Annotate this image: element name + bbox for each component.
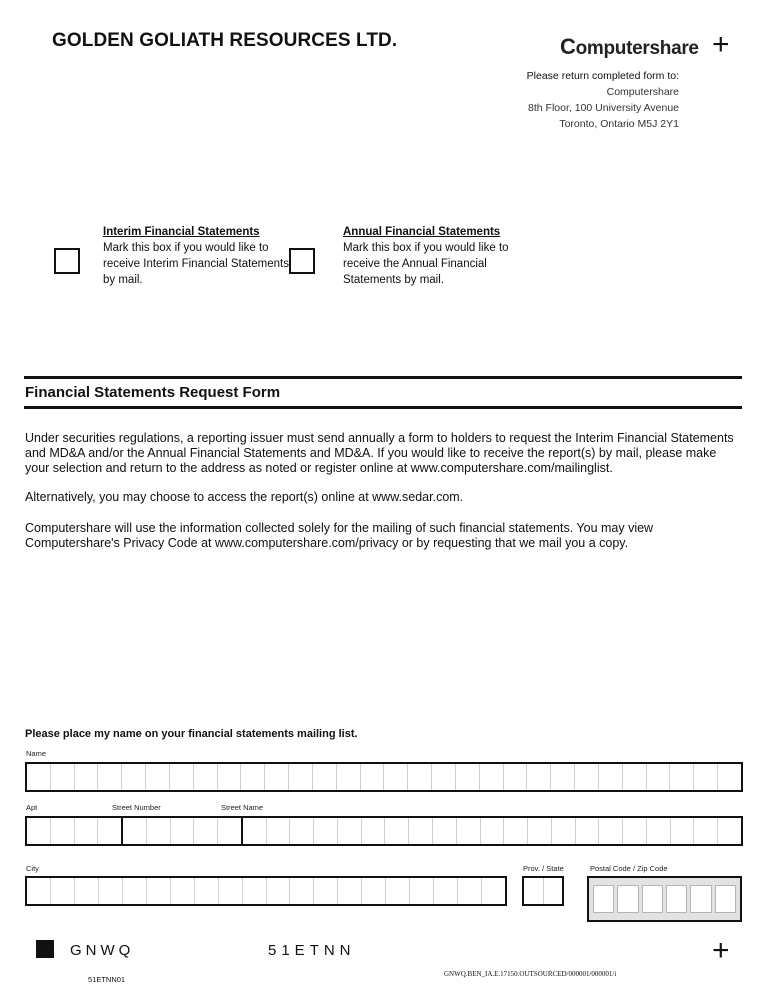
character-cell[interactable] <box>98 818 123 844</box>
interim-statements-checkbox[interactable] <box>54 248 80 274</box>
character-cell[interactable] <box>623 764 647 790</box>
character-cell[interactable] <box>361 764 385 790</box>
regulations-paragraph: Under securities regulations, a reporting issuer must send annually a form to holders to request the Interim Financial Statements and MD&A and/or the Annual Financial Statements and MD&A. If you would like to receive the report(s) by mail, please make your selection and return to the address as noted or register online at www.computershare.com/mailinglist. <box>25 431 734 475</box>
character-cell[interactable] <box>408 764 432 790</box>
character-cell[interactable] <box>123 818 147 844</box>
return-address <box>500 68 679 132</box>
character-cell[interactable] <box>694 764 718 790</box>
character-cell[interactable] <box>267 878 291 904</box>
character-cell[interactable] <box>194 818 218 844</box>
character-cell[interactable] <box>219 878 243 904</box>
character-cell[interactable] <box>410 878 434 904</box>
name-label: Name <box>26 749 47 758</box>
character-cell[interactable] <box>647 764 671 790</box>
address-field[interactable] <box>25 816 743 846</box>
character-cell[interactable] <box>504 764 528 790</box>
street-number-label: Street Number <box>112 803 161 812</box>
character-cell[interactable] <box>456 764 480 790</box>
character-cell[interactable] <box>289 764 313 790</box>
name-field[interactable] <box>25 762 743 792</box>
postal-character-cell[interactable] <box>666 885 687 913</box>
character-cell[interactable] <box>670 764 694 790</box>
city-label: City <box>26 864 39 873</box>
character-cell[interactable] <box>314 878 338 904</box>
character-cell[interactable] <box>243 818 267 844</box>
character-cell[interactable] <box>218 764 242 790</box>
character-cell[interactable] <box>27 878 51 904</box>
character-cell[interactable] <box>123 878 147 904</box>
character-cell[interactable] <box>544 878 563 904</box>
return-address-lead: Please return completed form to: <box>526 70 679 82</box>
batch-reference: GNWQ.BEN_IA.E.17150.OUTSOURCED/000001/000001/i <box>444 970 617 978</box>
character-cell[interactable] <box>267 818 291 844</box>
postal-character-cell[interactable] <box>715 885 736 913</box>
character-cell[interactable] <box>27 764 51 790</box>
character-cell[interactable] <box>241 764 265 790</box>
sedar-paragraph: Alternatively, you may choose to access the report(s) online at www.sedar.com. <box>25 490 464 504</box>
postal-character-cell[interactable] <box>593 885 614 913</box>
character-cell[interactable] <box>243 878 267 904</box>
character-cell[interactable] <box>98 764 122 790</box>
character-cell[interactable] <box>171 818 195 844</box>
character-cell[interactable] <box>433 818 457 844</box>
character-cell[interactable] <box>75 818 99 844</box>
character-cell[interactable] <box>504 818 528 844</box>
postal-character-cell[interactable] <box>690 885 711 913</box>
logo-text: omputershare <box>575 38 699 59</box>
character-cell[interactable] <box>718 764 741 790</box>
postal-code-label: Postal Code / Zip Code <box>590 864 668 873</box>
postal-code-field[interactable] <box>587 876 742 922</box>
character-cell[interactable] <box>337 764 361 790</box>
postal-character-cell[interactable] <box>642 885 663 913</box>
character-cell[interactable] <box>170 764 194 790</box>
character-cell[interactable] <box>528 818 552 844</box>
registration-plus-icon: + <box>712 934 730 967</box>
character-cell[interactable] <box>51 878 75 904</box>
character-cell[interactable] <box>647 818 671 844</box>
annual-statements-text: Mark this box if you would like to receive the Annual Financial Statements by mail. <box>343 242 509 286</box>
character-cell[interactable] <box>75 878 99 904</box>
character-cell[interactable] <box>314 818 338 844</box>
interim-statements-option <box>103 224 293 288</box>
character-cell[interactable] <box>195 878 219 904</box>
registration-plus-icon: + <box>712 28 730 61</box>
annual-statements-checkbox[interactable] <box>289 248 315 274</box>
character-cell[interactable] <box>147 818 171 844</box>
postal-character-cell[interactable] <box>617 885 638 913</box>
return-address-line: Computershare <box>606 86 679 98</box>
character-cell[interactable] <box>75 764 99 790</box>
character-cell[interactable] <box>434 878 458 904</box>
form-id: 51ETNN01 <box>88 975 126 984</box>
city-field[interactable] <box>25 876 507 906</box>
character-cell[interactable] <box>122 764 146 790</box>
character-cell[interactable] <box>694 818 718 844</box>
character-cell[interactable] <box>527 764 551 790</box>
interim-statements-text: Mark this box if you would like to receive Interim Financial Statements by mail. <box>103 242 289 286</box>
character-cell[interactable] <box>194 764 218 790</box>
company-name: GOLDEN GOLIATH RESOURCES LTD. <box>52 30 398 51</box>
character-cell[interactable] <box>623 818 647 844</box>
character-cell[interactable] <box>482 878 505 904</box>
character-cell[interactable] <box>218 818 243 844</box>
logo-mark: C <box>560 34 576 59</box>
character-cell[interactable] <box>575 764 599 790</box>
interim-statements-heading: Interim Financial Statements <box>103 226 260 238</box>
character-cell[interactable] <box>457 818 481 844</box>
character-cell[interactable] <box>599 818 623 844</box>
character-cell[interactable] <box>481 818 505 844</box>
section-divider-top <box>24 376 742 379</box>
character-cell[interactable] <box>362 818 386 844</box>
character-cell[interactable] <box>146 764 170 790</box>
character-cell[interactable] <box>524 878 544 904</box>
character-cell[interactable] <box>313 764 337 790</box>
character-cell[interactable] <box>551 764 575 790</box>
mailing-list-title: Please place my name on your financial statements mailing list. <box>25 728 358 740</box>
character-cell[interactable] <box>384 764 408 790</box>
character-cell[interactable] <box>671 818 695 844</box>
character-cell[interactable] <box>576 818 600 844</box>
return-address-line: 8th Floor, 100 University Avenue <box>528 102 679 114</box>
character-cell[interactable] <box>99 878 123 904</box>
privacy-paragraph: Computershare will use the information collected solely for the mailing of such financial statements. You may view Computershare's Privacy Code at www.computershare.com/privacy or by requesting that we mail you a copy. <box>25 521 654 550</box>
issuer-code: GNWQ <box>70 942 135 959</box>
prov-state-label: Prov. / State <box>523 864 564 873</box>
form-title: Financial Statements Request Form <box>25 384 281 401</box>
computershare-logo <box>560 34 699 60</box>
character-cell[interactable] <box>432 764 456 790</box>
character-cell[interactable] <box>552 818 576 844</box>
character-cell[interactable] <box>290 818 314 844</box>
character-cell[interactable] <box>480 764 504 790</box>
character-cell[interactable] <box>171 878 195 904</box>
character-cell[interactable] <box>290 878 314 904</box>
character-cell[interactable] <box>458 878 482 904</box>
annual-statements-heading: Annual Financial Statements <box>343 226 501 238</box>
character-cell[interactable] <box>362 878 386 904</box>
scan-marker <box>36 940 54 958</box>
section-divider-bottom <box>24 406 742 409</box>
character-cell[interactable] <box>147 878 171 904</box>
annual-statements-option <box>343 224 533 288</box>
character-cell[interactable] <box>265 764 289 790</box>
apt-label: Apt <box>26 803 38 812</box>
character-cell[interactable] <box>51 818 75 844</box>
character-cell[interactable] <box>27 818 51 844</box>
character-cell[interactable] <box>338 878 362 904</box>
return-address-line: Toronto, Ontario M5J 2Y1 <box>559 118 679 130</box>
character-cell[interactable] <box>386 878 410 904</box>
character-cell[interactable] <box>718 818 741 844</box>
street-name-label: Street Name <box>221 803 264 812</box>
prov-state-field[interactable] <box>522 876 564 906</box>
character-cell[interactable] <box>385 818 409 844</box>
character-cell[interactable] <box>51 764 75 790</box>
character-cell[interactable] <box>338 818 362 844</box>
character-cell[interactable] <box>599 764 623 790</box>
character-cell[interactable] <box>409 818 433 844</box>
form-code: 51ETNN <box>268 942 356 959</box>
